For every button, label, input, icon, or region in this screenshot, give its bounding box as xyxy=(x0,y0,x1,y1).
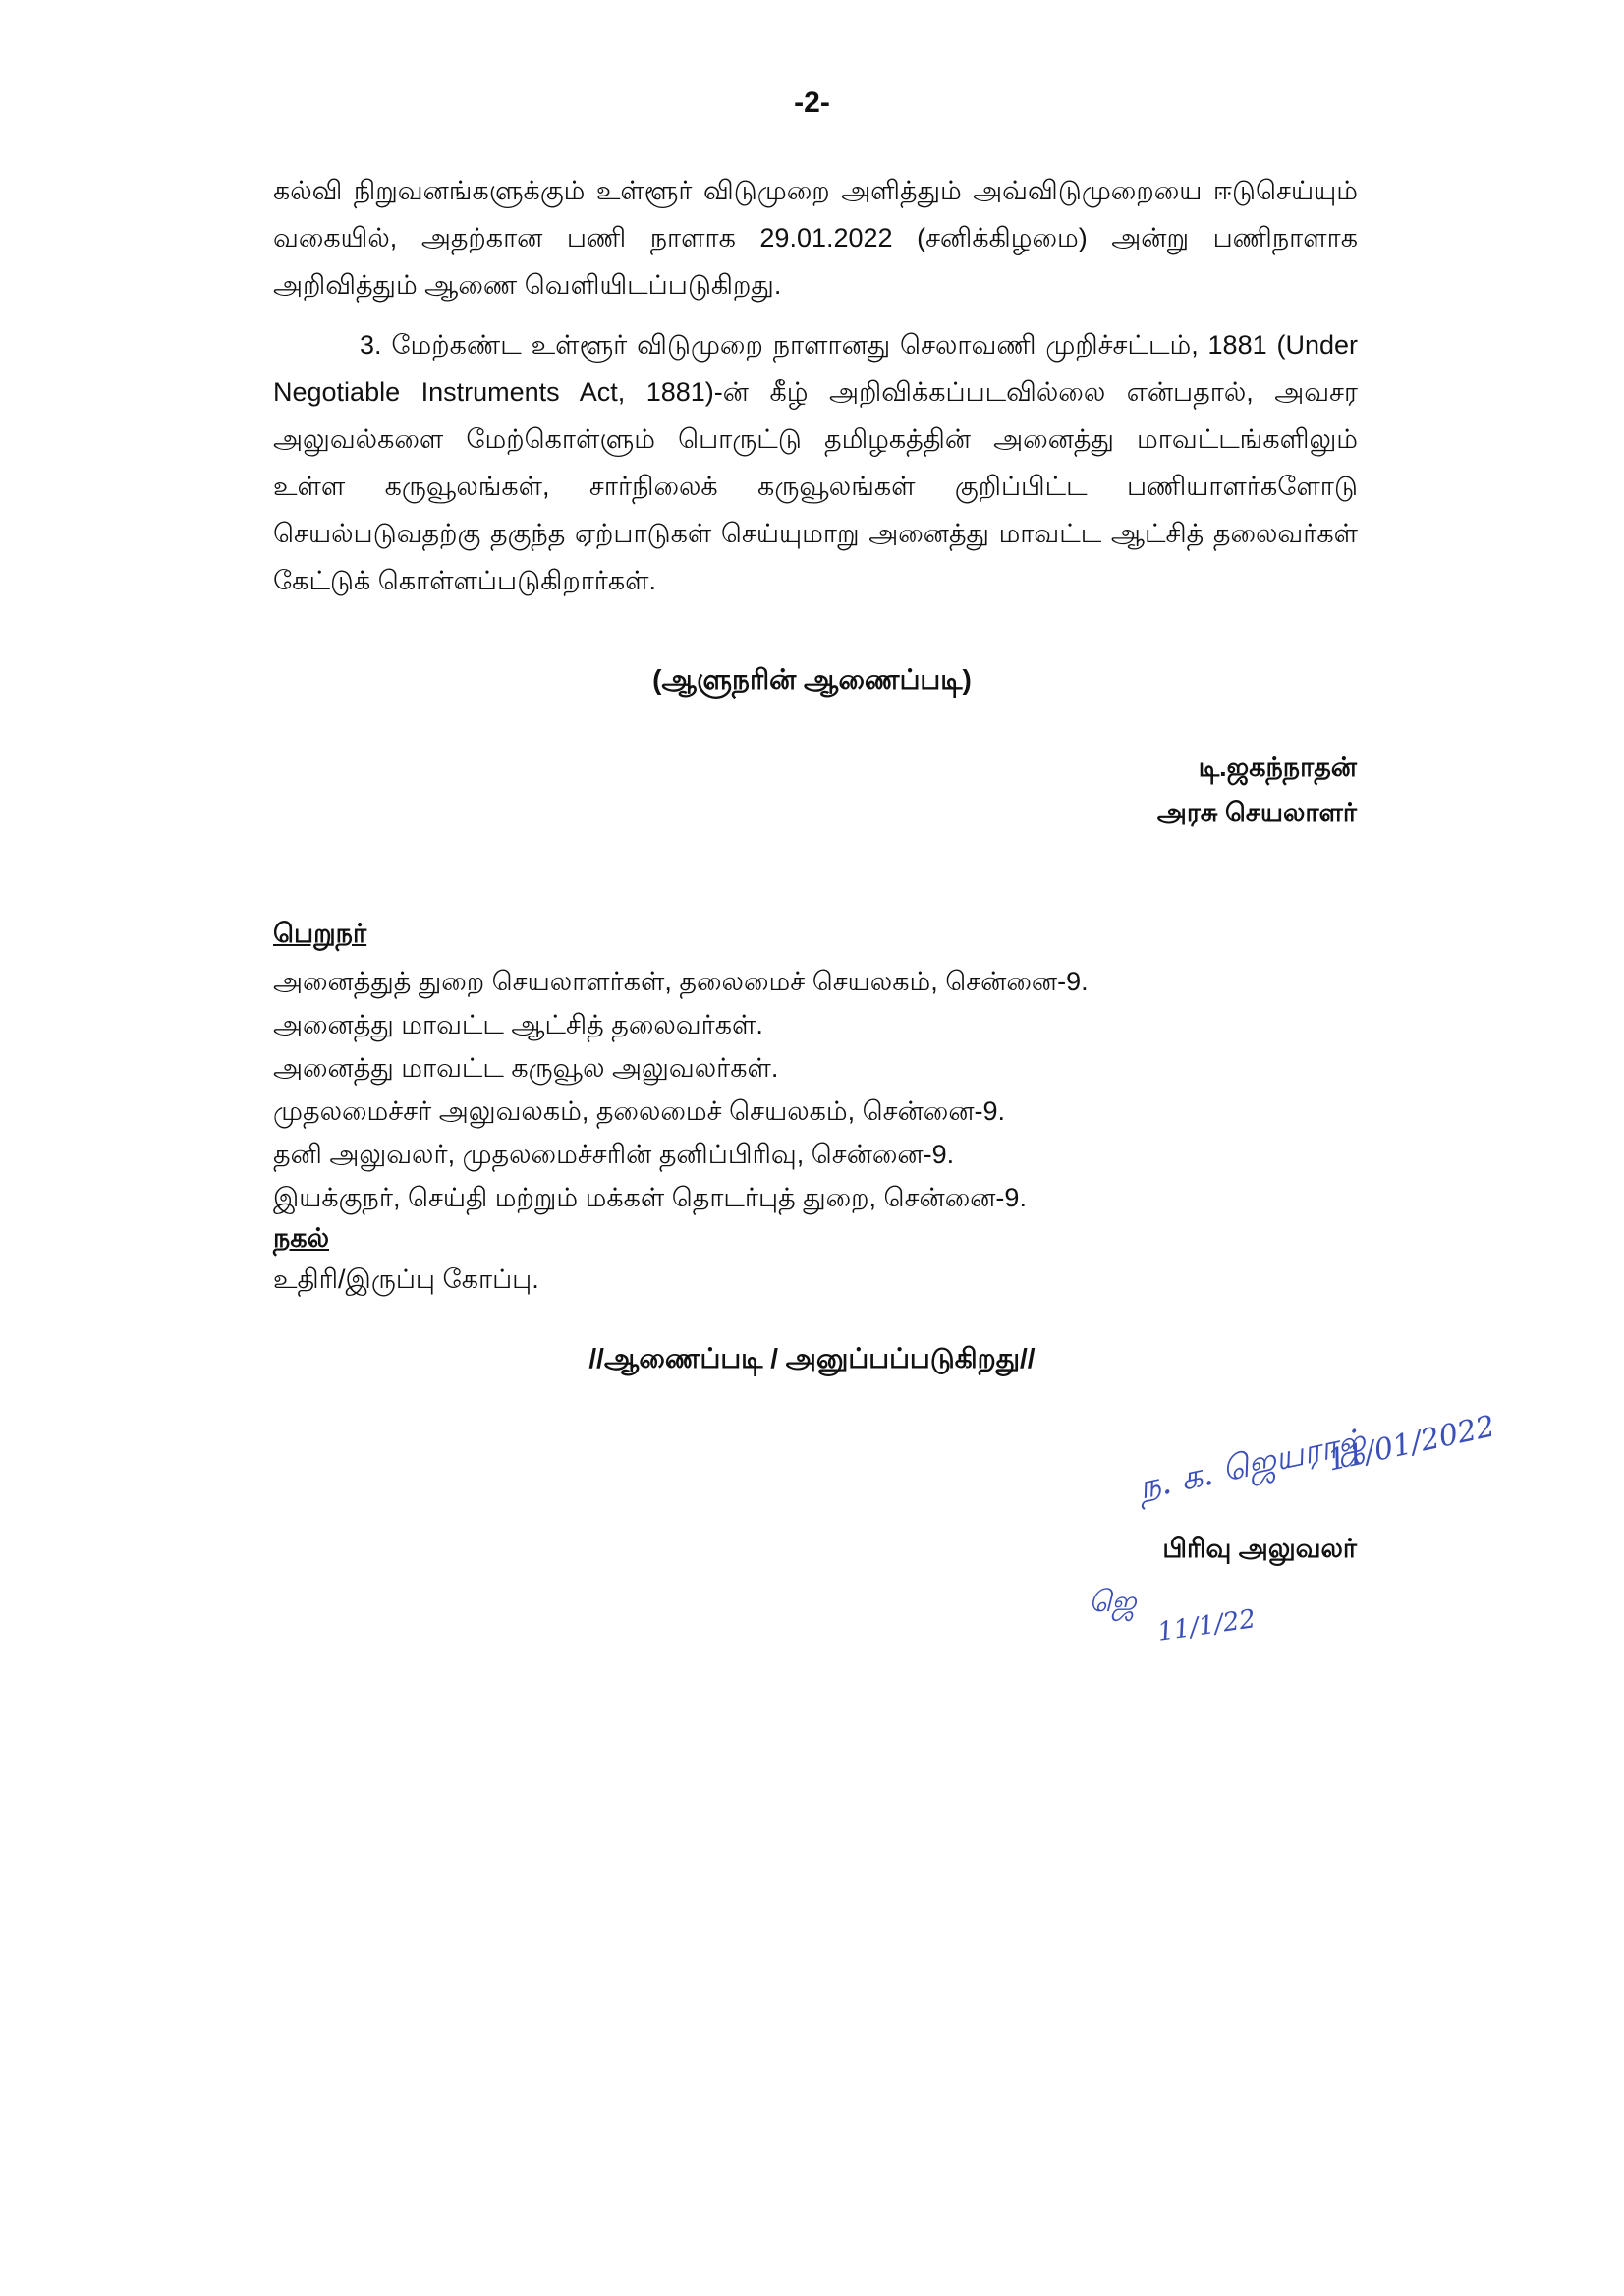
signatory-designation: அரசு செயலாளர் xyxy=(1156,798,1357,827)
paragraph-3: 3. மேற்கண்ட உள்ளூர் விடுமுறை நாளானது செலாவணி முறிச்சட்டம், 1881 (Under Negotiable Instruments Act, 1881)-ன் கீழ் அறிவிக்கப்படவில்லை என்பதால், அவசர அலுவல்களை மேற்கொள்ளும் பொருட்டு தமிழகத்தின் அனைத்து மாவட்டங்களிலும் உள்ள கருவூலங்கள், சார்நிலைக் கருவூலங்கள் குறிப்பிட்ட பணியாளர்களோடு செயல்படுவதற்கு தகுந்த ஏற்பாடுகள் செய்யுமாறு அனைத்து மாவட்ட ஆட்சித் தலைவர்கள் கேட்டுக் கொள்ளப்படுகிறார்கள். xyxy=(273,330,1358,595)
recipient-list xyxy=(273,960,1089,1219)
copy-heading: நகல் xyxy=(273,1223,330,1253)
recipient-item: அனைத்து மாவட்ட கருவூல அலுவலர்கள். xyxy=(273,1053,779,1083)
recipients-heading: பெறுநர் xyxy=(273,919,367,948)
order-forwarded-line: //ஆணைப்படி / அனுப்பப்படுகிறது// xyxy=(588,1343,1036,1373)
copy-line: உதிரி/இருப்பு கோப்பு. xyxy=(273,1264,539,1294)
signatory-block xyxy=(1157,745,1357,835)
authority-line: (ஆளுநரின் ஆணைப்படி) xyxy=(652,664,972,695)
page-number: -2- xyxy=(794,86,830,119)
recipient-item: அனைத்துத் துறை செயலாளர்கள், தலைமைச் செயலகம், சென்னை-9. xyxy=(273,967,1089,996)
handwritten-initial: ஜெ xyxy=(1089,1585,1137,1619)
handwritten-signature: ந. க. ஜெயராஜ் xyxy=(1135,1421,1370,1508)
signatory-name: டி.ஜகந்நாதன் xyxy=(1198,753,1357,782)
paragraph-continuation: கல்வி நிறுவனங்களுக்கும் உள்ளூர் விடுமுறை அளித்தும் அவ்விடுமுறையை ஈடுசெய்யும் வகையில், அதற்கான பணி நாளாக 29.01.2022 (சனிக்கிழமை) அன்று பணிநாளாக அறிவித்தும் ஆணை வெளியிடப்படுகிறது. xyxy=(273,176,1358,300)
recipient-item: அனைத்து மாவட்ட ஆட்சித் தலைவர்கள். xyxy=(273,1010,763,1039)
recipient-item: இயக்குநர், செய்தி மற்றும் மக்கள் தொடர்புத் துறை, சென்னை-9. xyxy=(273,1183,1027,1212)
recipient-item: முதலமைச்சர் அலுவலகம், தலைமைச் செயலகம், சென்னை-9. xyxy=(273,1096,1006,1126)
recipient-item: தனி அலுவலர், முதலமைச்சரின் தனிப்பிரிவு, சென்னை-9. xyxy=(273,1140,955,1169)
handwritten-initial-date: 11/1/22 xyxy=(1155,1604,1258,1648)
section-officer-designation: பிரிவு அலுவலர் xyxy=(1162,1534,1357,1563)
handwritten-signature-date: 11/01/2022 xyxy=(1324,1409,1498,1479)
